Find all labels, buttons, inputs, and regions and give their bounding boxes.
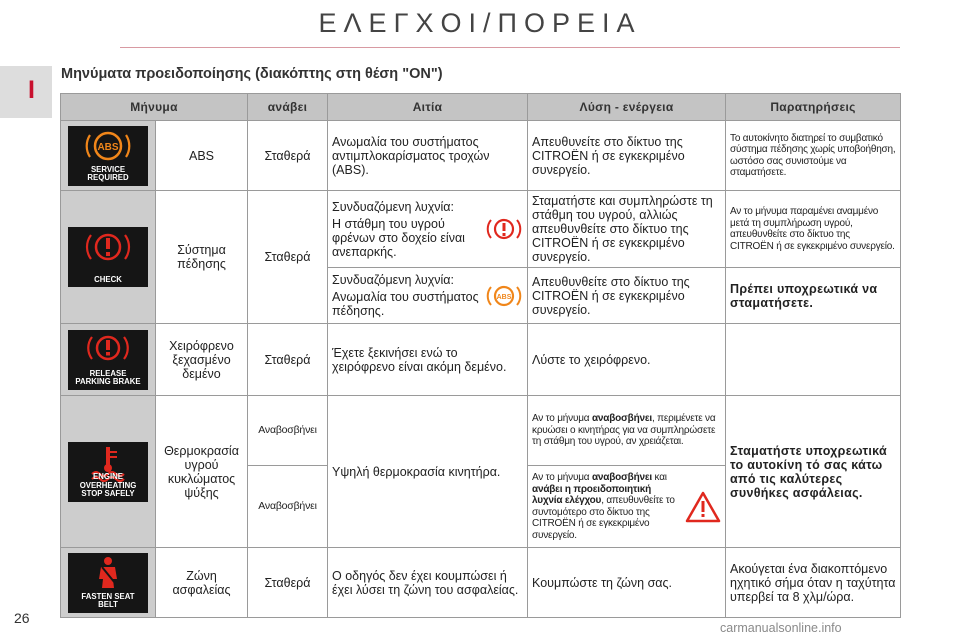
- action-text: και: [651, 472, 667, 483]
- lights-cell: Σταθερά: [248, 324, 328, 396]
- tile-label-line1: FASTEN SEAT: [81, 591, 135, 601]
- action-cell: [528, 396, 726, 466]
- header-action: Λύση - ενέργεια: [528, 94, 726, 121]
- tile-label-line2: REQUIRED: [87, 173, 129, 182]
- notes-cell: Αν το μήνυμα παραμένει αναμμένο μετά τη συμπλήρωση υγρού, απευθυνθείτε στο δίκτυο της CITROËN ή σε εγκεκριμένο συνεργείο.: [726, 191, 901, 268]
- action-cell: [528, 466, 726, 548]
- notes-cell: [726, 324, 901, 396]
- icon-cell: [61, 121, 156, 191]
- lights-cell: Αναβοσβήνει: [248, 466, 328, 548]
- header-lights: ανάβει: [248, 94, 328, 121]
- icon-cell: [61, 191, 156, 324]
- abs-service-tile: [68, 126, 148, 186]
- action-cell: Λύστε το χειρόφρενο.: [528, 324, 726, 396]
- abs-warning-icon: [485, 282, 523, 310]
- cause-cell: Υψηλή θερμοκρασία κινητήρα.: [328, 396, 528, 548]
- tile-label-line1: ENGINE OVERHEATING: [79, 472, 137, 490]
- page-title: ΕΛΕΓΧΟΙ/ΠΟΡΕΙΑ: [318, 8, 642, 38]
- action-text: Αν το μήνυμα: [532, 472, 592, 483]
- action-emphasis: ανάβει η προειδοποιητική λυχνία ελέγχου: [532, 483, 652, 506]
- svg-text:ABS: ABS: [97, 141, 119, 153]
- fasten-seat-belt-tile: [68, 553, 148, 613]
- abs-icon: [68, 126, 148, 166]
- table-header-row: [61, 94, 901, 121]
- message-cell: ABS: [156, 121, 248, 191]
- icon-cell: [61, 548, 156, 618]
- cause-title: Συνδυαζόμενη λυχνία:: [332, 199, 455, 214]
- lights-cell: Σταθερά: [248, 121, 328, 191]
- parking-brake-icon: [68, 330, 148, 370]
- section-tab-letter: I: [28, 76, 35, 104]
- cause-title: Συνδυαζόμενη λυχνία:: [332, 273, 455, 287]
- tile-label-line1: CHECK: [94, 274, 122, 284]
- engine-overheating-tile: [68, 442, 148, 502]
- brake-warning-icon: [485, 215, 523, 243]
- action-cell: Απευθυνείτε στο δίκτυο της CITROËN ή σε εγκεκριμένο συνεργείο.: [528, 121, 726, 191]
- header-cause: Αιτία: [328, 94, 528, 121]
- cause-cell: [328, 268, 528, 324]
- action-text: Αν το μήνυμα: [532, 413, 592, 425]
- table-row: [61, 396, 901, 466]
- tile-label-line2: BELT: [98, 600, 118, 609]
- notes-cell: Πρέπει υποχρεωτικά να σταματήσετε.: [726, 268, 901, 324]
- cause-cell: Έχετε ξεκινήσει ενώ το χειρόφρενο είναι ακόμη δεμένο.: [328, 324, 528, 396]
- title-divider: [120, 47, 900, 48]
- action-cell: Απευθυνθείτε στο δίκτυο της CITROËN ή σε εγκεκριμένο συνεργείο.: [528, 268, 726, 324]
- cause-cell: Ανωμαλία του συστήματος αντιμπλοκαρίσματος τροχών (ABS).: [328, 121, 528, 191]
- notes-cell: Ακούγεται ένα διακοπτόμενο ηχητικό σήμα όταν η ταχύτητα υπερβεί τα 8 χλμ/ώρα.: [726, 548, 901, 618]
- cause-cell: [328, 191, 528, 268]
- lights-cell: Αναβοσβήνει: [248, 396, 328, 466]
- action-cell: Κουμπώστε τη ζώνη σας.: [528, 548, 726, 618]
- message-cell: Σύστημα πέδησης: [156, 191, 248, 324]
- message-cell: Χειρόφρενο ξεχασμένο δεμένο: [156, 324, 248, 396]
- table-row: [61, 121, 901, 191]
- seat-belt-icon: [68, 553, 148, 593]
- action-emphasis: αναβοσβήνει: [591, 413, 652, 425]
- action-text: , απευθυνθείτε το συντομότερο στο δίκτυο της CITROËN ή σε εγκεκριμένο συνεργείο.: [532, 495, 675, 541]
- icon-cell: [61, 396, 156, 548]
- brake-check-tile: [68, 227, 148, 287]
- action-cell: Σταματήστε και συμπληρώστε τη στάθμη του υγρού, αλλιώς απευθυνθείτε στο δίκτυο της CITROËN ή σε εγκεκριμένο συνεργείο.: [528, 191, 726, 268]
- tile-label-line2: STOP SAFELY: [81, 489, 135, 498]
- notes-cell: Το αυτοκίνητο διατηρεί το συμβατικό σύστημα πέδησης χωρίς υποβοήθηση, ωστόσο σας συνιστούμε να σταματήσετε.: [726, 121, 901, 191]
- parking-brake-tile: [68, 330, 148, 390]
- tile-label-line2: PARKING BRAKE: [75, 377, 141, 386]
- section-subtitle: Μηνύματα προειδοποίησης (διακόπτης στη θέση "ON"): [61, 66, 443, 82]
- header-notes: Παρατηρήσεις: [726, 94, 901, 121]
- table-row: [61, 324, 901, 396]
- section-tab: [0, 66, 52, 118]
- danger-triangle-icon: [685, 490, 721, 524]
- lights-cell: Σταθερά: [248, 191, 328, 324]
- table-row: [61, 191, 901, 268]
- warning-messages-table: [60, 93, 901, 618]
- cause-cell: Ο οδηγός δεν έχει κουμπώσει ή έχει λύσει τη ζώνη του ασφαλείας.: [328, 548, 528, 618]
- tile-label-line1: RELEASE: [89, 368, 127, 378]
- svg-text:ABS: ABS: [496, 293, 512, 301]
- header-message: Μήνυμα: [61, 94, 248, 121]
- icon-cell: [61, 324, 156, 396]
- action-text: , περιμένετε να κρυώσει ο κινητήρας για να συμπληρώσετε τη στάθμη του υγρού, αν χρειάζεται.: [532, 413, 716, 448]
- notes-cell: Σταματήστε υποχρεωτικά το αυτοκίνη τό σας κάτω από τις καλύτερες συνθήκες ασφάλειας.: [726, 396, 901, 548]
- brake-icon: [68, 227, 148, 269]
- message-cell: Ζώνη ασφαλείας: [156, 548, 248, 618]
- page-number: 26: [14, 610, 30, 626]
- tile-label-line1: SERVICE: [90, 164, 126, 174]
- watermark: carmanualsonline.info: [720, 621, 842, 635]
- table-row: [61, 548, 901, 618]
- cause-text: Ανωμαλία του συστήματος πέδησης.: [332, 290, 479, 318]
- lights-cell: Σταθερά: [248, 548, 328, 618]
- action-emphasis: αναβοσβήνει: [591, 472, 652, 483]
- cause-text: Η στάθμη του υγρού φρένων στο δοχείο είναι ανεπαρκής.: [332, 216, 465, 259]
- message-cell: Θερμοκρασία υγρού κυκλώματος ψύξης: [156, 396, 248, 548]
